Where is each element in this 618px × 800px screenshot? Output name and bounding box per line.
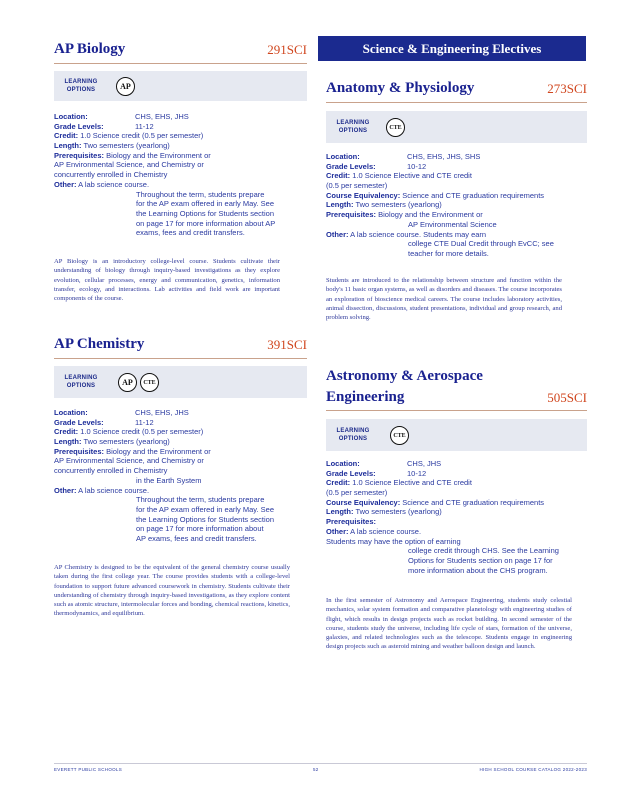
ap-chemistry-info: Location: CHS, EHS, JHS Grade Levels: 11-12 Credit: 1.0 Science credit (0.5 per semester) Length: Two semesters (yearlong) Prerequisites: Biology and the Environment or AP Environmental Science, and Chemistry or concurrently enrolled in Chemistry in the Earth System Other: A lab science course. Throughout the term, students prepare for the AP exam offered in early May. See the Learning Options for Students section on page 17 for more information about AP exams, fees and credit transfers. bbox=[54, 408, 275, 543]
learning-options-box bbox=[326, 419, 587, 451]
anatomy-physiology-code: 273SCI bbox=[547, 81, 587, 96]
learning-options-label: LEARNING OPTIONS bbox=[336, 428, 370, 442]
ap-chemistry-description: AP Chemistry is designed to be the equivalent of the general chemistry course usually taken during the first college year. The course provides students with a college-level foundation to support future advanced coursework in chemistry. Students cultivate their understanding of chemistry through inquiry-based investigations, as they explore content such as atomic structure, intermolecular forces and bonding, chemical reactions, kinetics, thermodynamics, and equilibrium. bbox=[54, 564, 290, 618]
anatomy-physiology-title: Anatomy & Physiology bbox=[326, 80, 475, 96]
divider bbox=[326, 410, 587, 411]
astronomy-aerospace-description: In the first semester of Astronomy and Aerospace Engineering, students study celestial mechanics, solar system formation and comparative planetology with engineering studies of flight, which results in design projects such as rocket building. In second semester of the course, students study the universe, including life cycle of stars, formation of the universe, galaxies, and related technologies such as the telescope. Students engage in engineering design projects such as asteroid mining and weather balloon design and launch. bbox=[326, 597, 572, 651]
ap-chemistry-code: 391SCI bbox=[267, 337, 307, 352]
footer-rule bbox=[54, 763, 587, 764]
learning-options-box bbox=[54, 71, 307, 101]
ap-biology-code: 291SCI bbox=[267, 42, 307, 57]
divider bbox=[54, 63, 307, 64]
astronomy-aerospace-title: Astronomy & Aerospace Engineering bbox=[326, 368, 483, 405]
learning-options-label: LEARNING OPTIONS bbox=[336, 120, 370, 134]
learning-options-box bbox=[326, 111, 587, 143]
ap-biology-title: AP Biology bbox=[54, 41, 126, 57]
cte-icon: CTE bbox=[386, 118, 405, 137]
anatomy-physiology-info: Location: CHS, EHS, JHS, SHS Grade Levels: 10-12 Credit: 1.0 Science Elective and CTE credit (0.5 per semester) Course Equivalency: Science and CTE graduation requirements Length: Two semesters (yearlong) Prerequisites: Biology and the Environment or AP Environmental Science Other: A lab science course. Students may earn college CTE Dual Credit through EvCC; see teacher for more details. bbox=[326, 152, 554, 258]
ap-chemistry-title: AP Chemistry bbox=[54, 336, 145, 352]
ap-icon: AP bbox=[118, 373, 137, 392]
ap-biology-info: Location: CHS, EHS, JHS Grade Levels: 11-12 Credit: 1.0 Science credit (0.5 per semester) Length: Two semesters (yearlong) Prerequisites: Biology and the Environment or AP Environmental Science, and Chemistry or concurrently enrolled in Chemistry Other: A lab science course. Throughout the term, students prepare for the AP exam offered in early May. See the Learning Options for Students section on page 17 for more information about AP exams, fees and credit transfers. bbox=[54, 112, 276, 238]
learning-options-box bbox=[54, 366, 307, 398]
learning-options-label: LEARNING OPTIONS bbox=[64, 375, 98, 389]
astronomy-aerospace-info: Location: CHS, JHS Grade Levels: 10-12 Credit: 1.0 Science Elective and CTE credit (0.5 per semester) Course Equivalency: Science and CTE graduation requirements Length: Two semesters (yearlong) Prerequisites: Other: A lab science course. Students may have the option of earning college credit through CHS. See the Learning Options for Students section on page 17 for more information about the CHS program. bbox=[326, 459, 559, 575]
cte-icon: CTE bbox=[390, 426, 409, 445]
ap-biology-description: AP Biology is an introductory college-level course. Students cultivate their understanding of biology through inquiry-based investigations as they explore evolution, cellular processes, energy and communication, genetics, information transfer, ecology, and interactions. Lab activities and field work are important components of the course. bbox=[54, 258, 280, 303]
anatomy-physiology-description: Students are introduced to the relationship between structure and function within the body's 11 basic organ systems, as well as disorders and diseases. The course incorporates an exploration of bioscience medical careers. The course includes laboratory activities, animal dissection, discussions, student presentations, individual and group research, and problem solving. bbox=[326, 277, 562, 322]
footer-right: HIGH SCHOOL COURSE CATALOG 2022-2023 bbox=[479, 767, 587, 772]
ap-icon: AP bbox=[116, 77, 135, 96]
section-banner: Science & Engineering Electives bbox=[318, 36, 586, 61]
divider bbox=[326, 102, 587, 103]
divider bbox=[54, 358, 307, 359]
page-number: 52 bbox=[313, 767, 319, 772]
footer-left: EVERETT PUBLIC SCHOOLS bbox=[54, 767, 123, 772]
astronomy-aerospace-code: 505SCI bbox=[547, 390, 587, 405]
cte-icon: CTE bbox=[140, 373, 159, 392]
learning-options-label: LEARNING OPTIONS bbox=[64, 79, 98, 93]
